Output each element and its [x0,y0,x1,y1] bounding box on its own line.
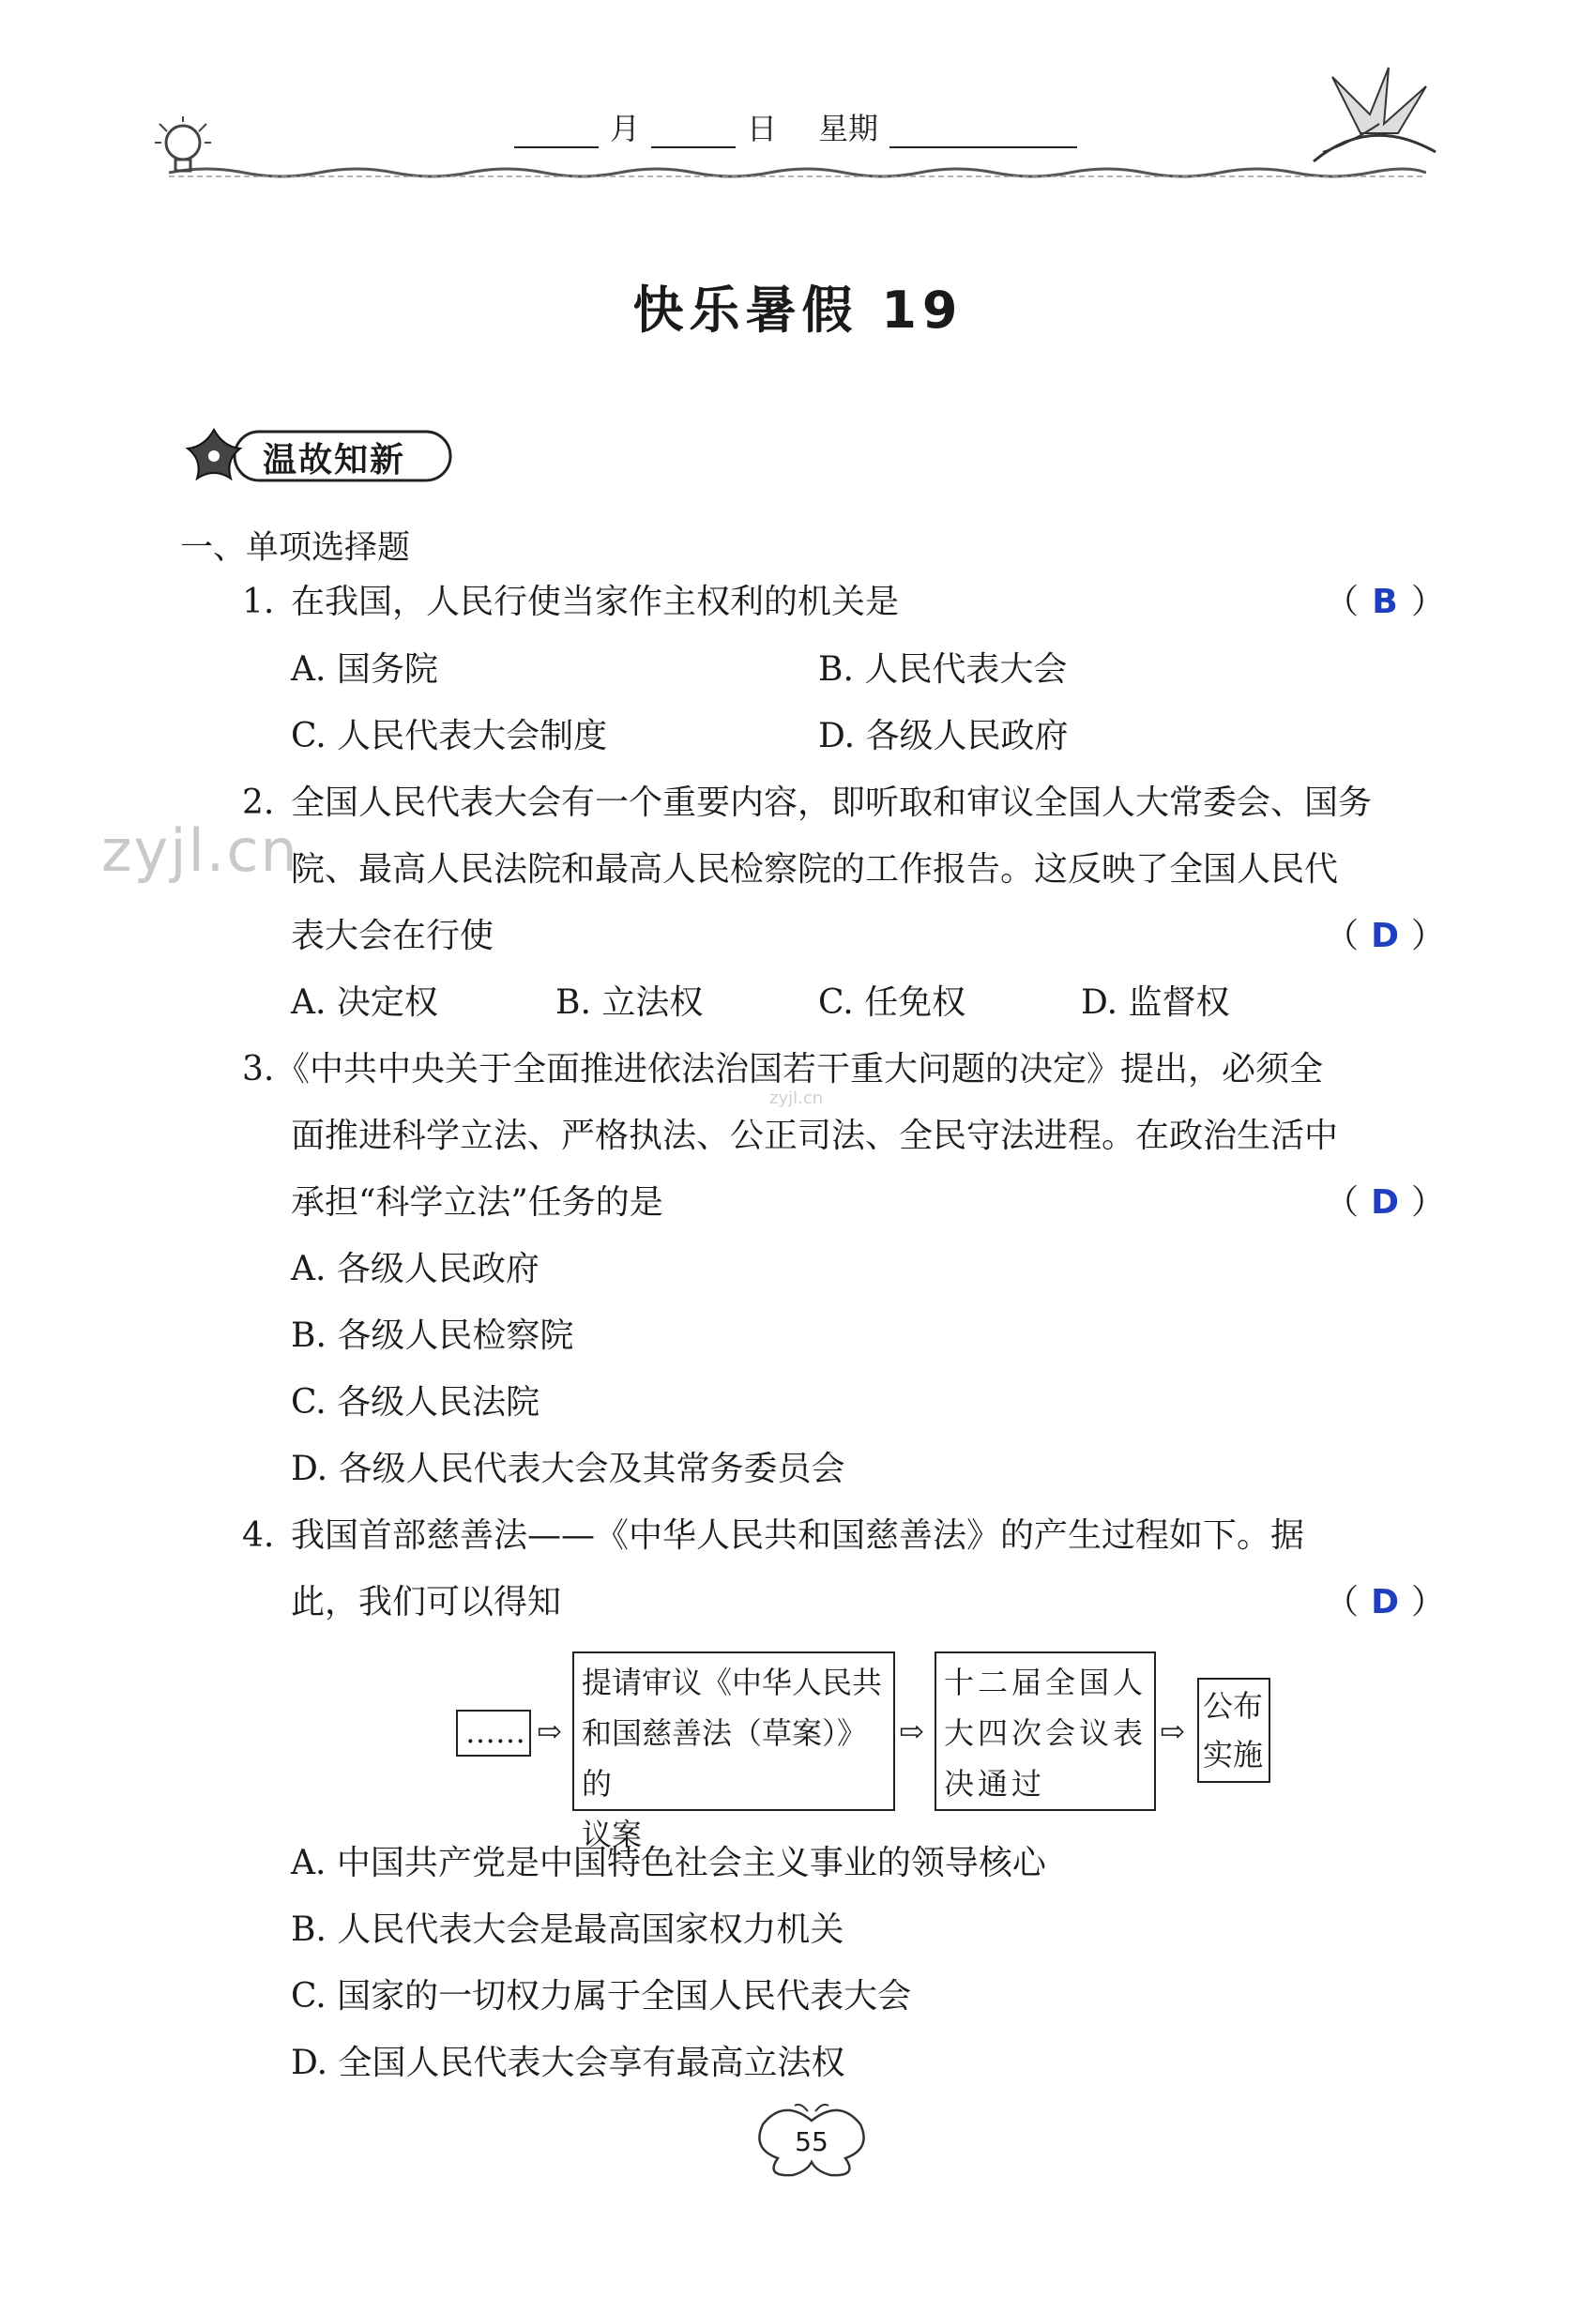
question-1-answer: （ B ） [1325,583,1446,621]
question-2-option-a: A. 决定权 [291,983,438,1022]
date-fill-row [514,105,1077,148]
question-3-line-3: 承担“科学立法”任务的是 [291,1183,663,1222]
question-2-answer: （ D ） [1325,917,1446,955]
question-4-option-b: B. 人民代表大会是最高国家权力机关 [291,1910,844,1949]
question-4-answer: （ D ） [1325,1583,1446,1621]
weekday-label: 星期 [818,111,879,146]
question-3-option-d: D. 各级人民代表大会及其常务委员会 [291,1450,845,1488]
flow-step-proposal-line-3: 议案 [582,1817,643,1852]
flow-step-publish-line-2: 实施 [1203,1737,1264,1773]
question-1-option-a: A. 国务院 [291,650,438,689]
flow-step-proposal-line-1: 提请审议《中华人民共 [582,1665,883,1700]
page-number-label: 55 [795,2126,828,2157]
weekday-blank [889,118,1077,148]
flow-step-vote-line-3: 决通过 [944,1766,1046,1802]
question-4-line-1: 我国首部慈善法——《中华人民共和国慈善法》的产生过程如下。据 [291,1516,1305,1555]
watermark: zyjl.cn [101,816,299,885]
question-1-text: 在我国，人民行使当家作主权利的机关是 [291,583,900,621]
day-blank [651,118,736,148]
answer-letter: D [1371,917,1399,955]
question-3-option-c: C. 各级人民法院 [291,1383,540,1422]
flow-step-vote-line-1: 十二届全国人 [944,1665,1148,1700]
question-1-number: 1. [242,583,275,621]
question-4-option-c: C. 国家的一切权力属于全国人民代表大会 [291,1977,912,2016]
question-1-option-c: C. 人民代表大会制度 [291,717,608,755]
question-3-line-2: 面推进科学立法、严格执法、公正司法、全民守法进程。在政治生活中 [291,1117,1339,1155]
question-2-line-2: 院、最高人民法院和最高人民检察院的工作报告。这反映了全国人民代 [291,850,1339,889]
section-badge [178,424,460,488]
badge-label: 温故知新 [263,441,406,479]
question-1-option-d: D. 各级人民政府 [818,717,1069,755]
answer-letter: B [1372,583,1398,621]
flow-step-ellipsis: …… [456,1710,531,1757]
question-3-line-1: 《中共中央关于全面推进依法治国若干重大问题的决定》提出，必须全 [276,1050,1324,1088]
page-title: 快乐暑假 19 [632,281,964,340]
flow-step-proposal [572,1651,895,1852]
question-4-number: 4. [242,1516,275,1555]
question-2-number: 2. [242,784,275,822]
flow-step-vote [935,1651,1156,1811]
section-heading: 一、单项选择题 [180,529,411,567]
flow-arrow-icon: ⇨ [899,1713,924,1749]
answer-letter: D [1371,1183,1399,1222]
flow-step-publish [1197,1678,1270,1783]
flow-step-proposal-line-2: 和国慈善法（草案）》的 [582,1715,868,1802]
header-divider-line [169,161,1426,182]
flow-arrow-icon: ⇨ [1160,1713,1185,1749]
question-3-number: 3. [242,1050,275,1088]
question-1-option-b: B. 人民代表大会 [818,650,1068,689]
answer-letter: D [1371,1583,1399,1621]
lightbulb-icon [150,114,216,190]
flow-step-vote-line-2: 大四次会议表 [944,1715,1148,1751]
page-number [755,2102,868,2181]
flow-step-publish-line-1: 公布 [1203,1688,1264,1724]
question-4-option-a: A. 中国共产党是中国特色社会主义事业的领导核心 [291,1844,1046,1882]
watermark-small: zyjl.cn [769,1088,824,1108]
question-2-line-3: 表大会在行使 [291,917,494,955]
month-label: 月 [610,111,641,146]
question-4-line-2: 此，我们可以得知 [291,1583,562,1621]
question-2-option-b: B. 立法权 [555,983,704,1022]
question-2-option-d: D. 监督权 [1081,983,1230,1022]
day-label: 日 [747,111,778,146]
question-3-option-b: B. 各级人民检察院 [291,1316,574,1355]
month-blank [514,118,599,148]
question-3-answer: （ D ） [1325,1183,1446,1222]
bird-of-paradise-flower-icon [1295,58,1445,180]
question-3-option-a: A. 各级人民政府 [291,1250,540,1288]
question-2-line-1: 全国人民代表大会有一个重要内容，即听取和审议全国人大常委会、国务 [291,784,1373,822]
flow-arrow-icon: ⇨ [537,1713,562,1749]
question-4-option-d: D. 全国人民代表大会享有最高立法权 [291,2044,845,2082]
question-2-option-c: C. 任免权 [818,983,966,1022]
